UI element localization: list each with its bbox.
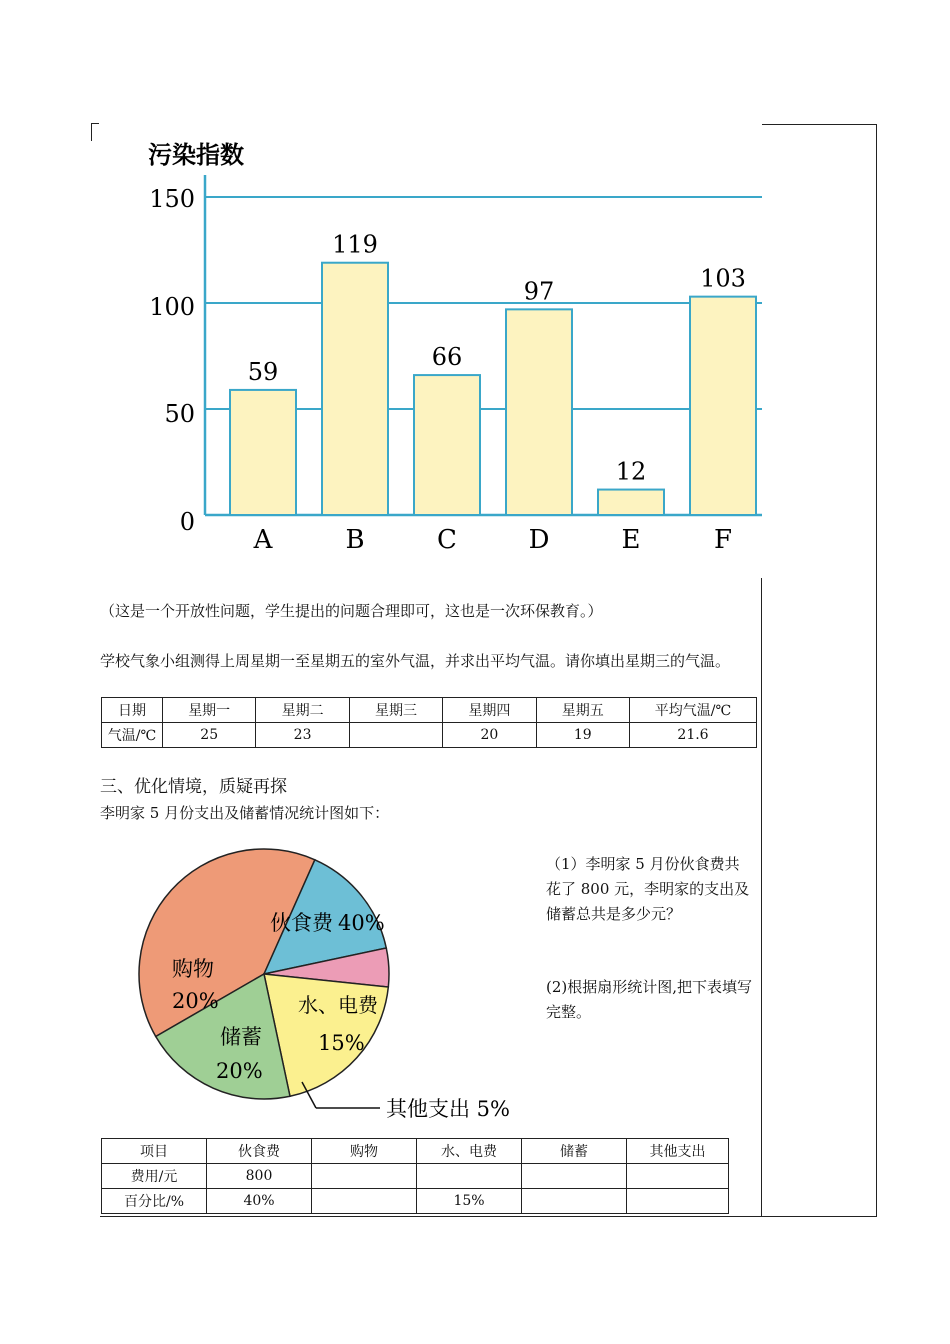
table-cell: 星期四 xyxy=(443,698,536,723)
table-cell: 其他支出 xyxy=(627,1139,729,1164)
x-tick-label: E xyxy=(621,525,641,555)
x-tick-label: C xyxy=(437,525,457,555)
table-cell: 星期三 xyxy=(349,698,442,723)
bar-value-label: 59 xyxy=(247,357,279,386)
bar-value-label: 97 xyxy=(523,277,555,306)
table-cell xyxy=(522,1164,627,1189)
section-heading: 三、优化情境，质疑再探 xyxy=(100,777,287,797)
bar xyxy=(598,490,664,515)
bar xyxy=(322,263,388,515)
table-cell: 星期二 xyxy=(256,698,349,723)
table-cell: 19 xyxy=(536,723,629,748)
open-question-note: （这是一个开放性问题，学生提出的问题合理即可，这也是一次环保教育。） xyxy=(100,602,603,620)
pie-label: 15% xyxy=(318,1031,365,1055)
table-row xyxy=(102,1164,729,1189)
table-cell: 购物 xyxy=(312,1139,417,1164)
table-cell xyxy=(312,1164,417,1189)
pie-label: 40% xyxy=(338,911,385,935)
table-cell xyxy=(627,1189,729,1214)
bar-value-label: 66 xyxy=(431,343,463,372)
table-cell xyxy=(312,1189,417,1214)
table-cell: 伙食费 xyxy=(207,1139,312,1164)
bar-value-label: 12 xyxy=(615,457,647,486)
x-tick-label: B xyxy=(345,525,365,555)
chart-title: 污染指数 xyxy=(148,140,244,169)
table-cell: 储蓄 xyxy=(522,1139,627,1164)
question-1: （1）李明家 5 月份伙食费共花了 800 元，李明家的支出及储蓄总共是多少元？ xyxy=(546,855,750,923)
table-cell: 15% xyxy=(417,1189,522,1214)
table-cell xyxy=(627,1164,729,1189)
weather-table xyxy=(101,697,757,748)
question-2: (2)根据扇形统计图,把下表填写完整。 xyxy=(546,978,753,1021)
y-tick-label: 50 xyxy=(164,400,195,428)
frame-left-top xyxy=(91,123,99,124)
bar xyxy=(506,309,572,515)
table-row xyxy=(102,1189,729,1214)
frame-left-tick xyxy=(91,123,92,141)
table-cell: 21.6 xyxy=(630,723,757,748)
table-cell: 水、电费 xyxy=(417,1139,522,1164)
pie-label: 储蓄 xyxy=(220,1025,262,1049)
weather-question: 学校气象小组测得上周星期一至星期五的室外气温，并求出平均气温。请你填出星期三的气温。 xyxy=(100,652,731,670)
table-cell: 25 xyxy=(163,723,256,748)
table-cell: 平均气温/℃ xyxy=(630,698,757,723)
y-tick-label: 100 xyxy=(149,293,195,321)
x-tick-label: A xyxy=(253,525,273,555)
table-cell: 23 xyxy=(256,723,349,748)
table-cell: 费用/元 xyxy=(102,1164,207,1189)
table-cell xyxy=(522,1189,627,1214)
y-tick-label: 150 xyxy=(149,185,195,213)
frame-right-top xyxy=(762,124,877,125)
table-row xyxy=(102,723,757,748)
bar xyxy=(690,297,756,515)
pie-label: 购物 xyxy=(172,957,214,981)
table-cell xyxy=(349,723,442,748)
table-cell: 项目 xyxy=(102,1139,207,1164)
table-row xyxy=(102,698,757,723)
pie-label: 20% xyxy=(216,1059,263,1083)
expense-pie-chart xyxy=(130,840,530,1130)
y-tick-label: 0 xyxy=(179,508,195,536)
table-cell xyxy=(417,1164,522,1189)
frame-inner-right xyxy=(761,578,762,1217)
table-cell: 气温/℃ xyxy=(102,723,163,748)
table-cell: 星期一 xyxy=(163,698,256,723)
bar-value-label: 103 xyxy=(700,264,746,293)
expense-table xyxy=(101,1138,729,1214)
expense-intro: 李明家 5 月份支出及储蓄情况统计图如下： xyxy=(100,804,390,822)
bar-value-label: 119 xyxy=(332,230,378,259)
pie-label: 水、电费 xyxy=(298,993,378,1017)
table-cell: 日期 xyxy=(102,698,163,723)
pie-label: 伙食费 xyxy=(270,911,333,935)
frame-bottom xyxy=(100,1216,877,1217)
pie-label: 其他支出 5% xyxy=(386,1097,510,1121)
table-row xyxy=(102,1139,729,1164)
table-cell: 40% xyxy=(207,1189,312,1214)
table-cell: 星期五 xyxy=(536,698,629,723)
frame-outer-right xyxy=(876,124,877,1217)
pie-label: 20% xyxy=(172,989,219,1013)
x-tick-label: F xyxy=(713,525,733,555)
bar xyxy=(230,390,296,515)
pollution-bar-chart xyxy=(140,135,765,560)
table-cell: 800 xyxy=(207,1164,312,1189)
table-cell: 20 xyxy=(443,723,536,748)
x-tick-label: D xyxy=(528,525,550,555)
bar xyxy=(414,375,480,515)
table-cell: 百分比/% xyxy=(102,1189,207,1214)
